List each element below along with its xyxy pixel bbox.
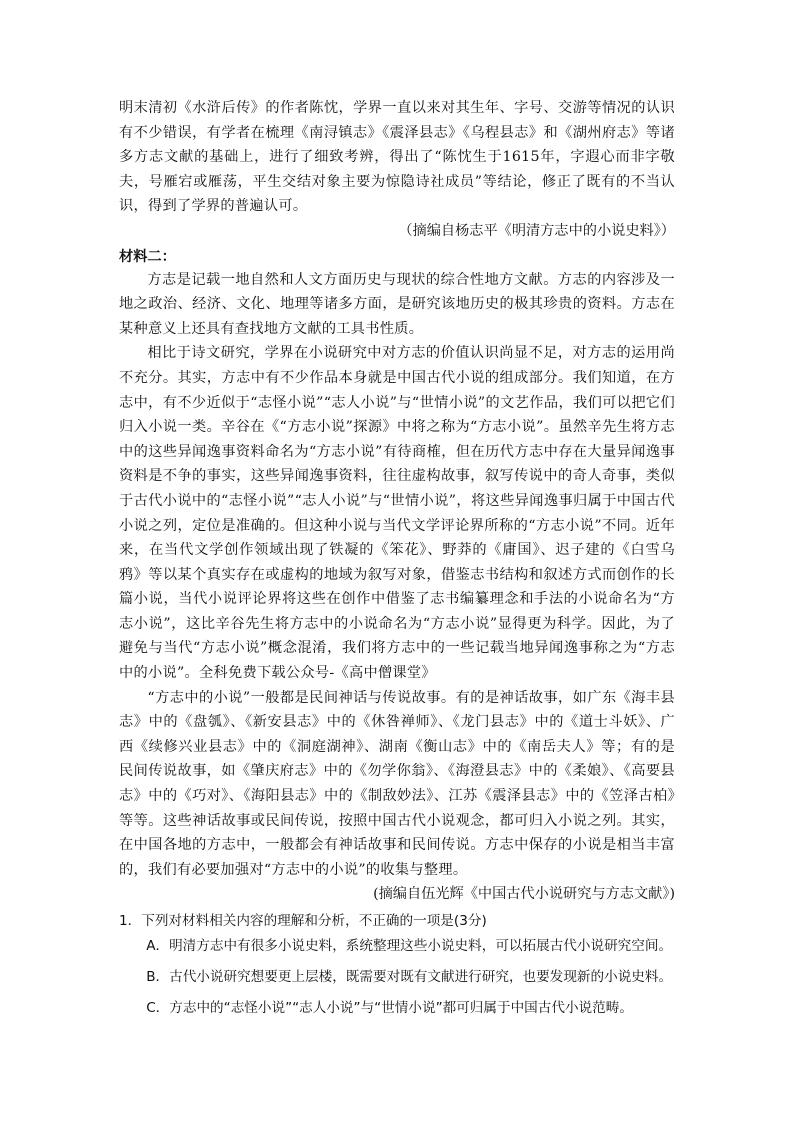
option-a: A．明清方志中有很多小说史料，系统整理这些小说史料，可以拓展古代小说研究空间。	[146, 938, 673, 954]
material1-paragraph: 明末清初《水浒后传》的作者陈忱，学界一直以来对其生年、字号、交游等情况的认识有不少错误，有学者在梳理《南浔镇志》《震泽县志》《乌程县志》和《湖州府志》等诸多方志文献的基础上，进行了细致考辨，得出了“陈忱生于1615年，字遐心而非字敬夫，号雁宕或雁荡，平生交结对象主要为惊隐诗社成员”等结论，修正了既有的不当认识，得到了学界的普遍认可。	[119, 100, 675, 215]
material2-heading: 材料二：	[119, 248, 176, 265]
material2-paragraph-3: “方志中的小说”一般都是民间神话与传说故事。有的是神话故事，如广东《海丰县志》中的《盘瓠》、《新安县志》中的《休咎禅师》、《龙门县志》中的《道士斗妖》、广西《续修兴业县志》中的《洞庭湖神》、湖南《衡山志》中的《南岳夫人》等；有的是民间传说故事，如《肇庆府志》中的《勿学你翁》、《海澄县志》中的《柔娘》、《高要县志》中的《巧对》、《海阳县志》中的《制敌妙法》、江苏《震泽县志》中的《笠泽古柏》等等。这些神话故事或民间传说，按照中国古代小说观念，都可归入小说之列。其实，在中国各地的方志中，一般都会有神话故事和民间传说。方志中保存的小说是相当丰富的，我们有必要加强对“方志中的小说”的收集与整理。	[119, 689, 675, 878]
material1-source: （摘编自杨志平《明清方志中的小说史料》）	[398, 222, 675, 239]
material2-source: (摘编自伍光辉《中国古代小说研究与方志文献》)	[373, 886, 675, 903]
document-page	[119, 96, 675, 1027]
option-c: C．方志中的“志怪小说”“志人小说”与“世情小说”都可归属于中国古代小说范畴。	[146, 1000, 633, 1016]
material2-paragraph-1: 方志是记载一地自然和人文方面历史与现状的综合性地方文献。方志的内容涉及一地之政治、经济、文化、地理等诸多方面，是研究该地历史的极其珍贵的资料。方志在某种意义上还具有查找地方文献的工具书性质。	[119, 271, 675, 337]
option-b: B．古代小说研究想要更上层楼，既需要对既有文献进行研究，也要发现新的小说史料。	[146, 969, 673, 985]
material2-paragraph-2: 相比于诗文研究，学界在小说研究中对方志的价值认识尚显不足，对方志的运用尚不充分。其实，方志中有不少作品本身就是中国古代小说的组成部分。我们知道，在方志中，有不少近似于“志怪小说”“志人小说”与“世情小说”的文艺作品，我们可以把它们归入小说一类。辛谷在《“方志小说”探源》中将之称为“方志小说”。虽然辛先生将方志中的这些异闻逸事资料命名为“方志小说”有待商榷，但在历代方志中存在大量异闻逸事资料是不争的事实，这些异闻逸事资料，往往虚构故事，叙写传说中的奇人奇事，类似于古代小说中的“志怪小说”“志人小说”与“世情小说”，将这些异闻逸事归属于中国古代小说之列，定位是准确的。但这种小说与当代文学评论界所称的“方志小说”不同。近年来，在当代文学创作领域出现了铁凝的《笨花》、野莽的《庸国》、迟子建的《白雪乌鸦》等以某个真实存在或虚构的地域为叙写对象，借鉴志书结构和叙述方式而创作的长篇小说，当代小说评论界将这些在创作中借鉴了志书编纂理念和手法的小说命名为“方志小说”，这比辛谷先生将方志中的小说命名为“方志小说”显得更为科学。因此，为了避免与当代“方志小说”概念混淆，我们将方志中的一些记载当地异闻逸事称之为“方志中的小说”。全科免费下载公众号-《高中僧课堂》	[119, 345, 675, 682]
question-stem: 1．下列对材料相关内容的理解和分析，不正确的一项是(3分)	[119, 913, 487, 929]
